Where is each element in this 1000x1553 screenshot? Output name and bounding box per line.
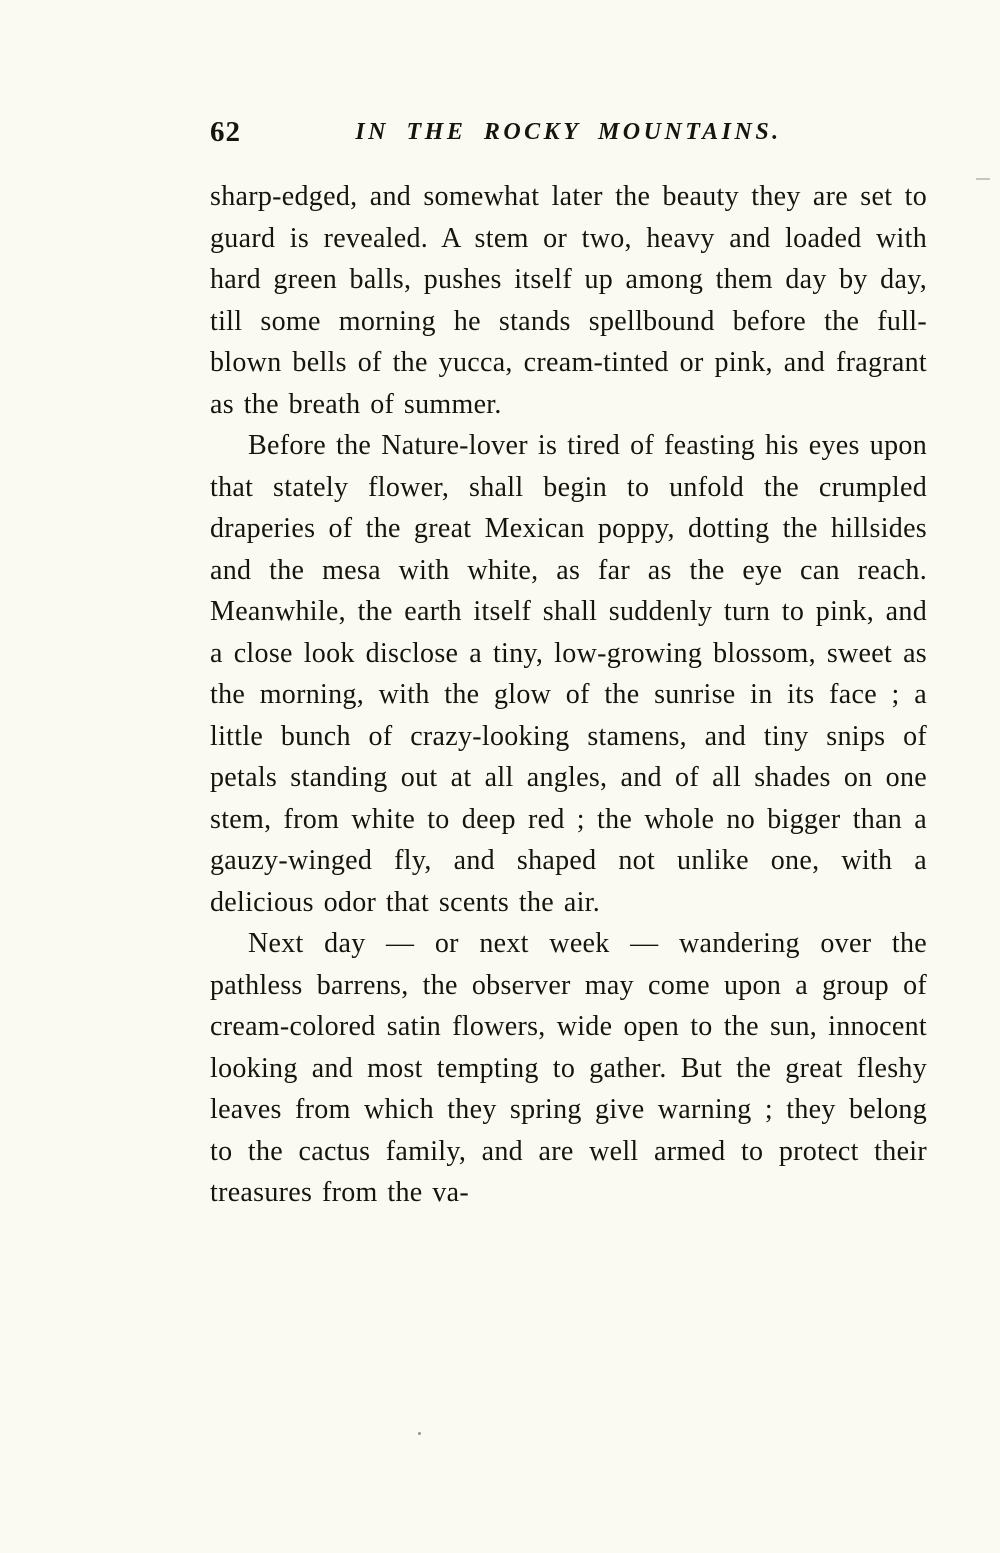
page-number: 62 xyxy=(210,116,241,148)
scan-artifact-mark xyxy=(976,178,990,180)
paragraph-2: Before the Nature-lover is tired of feasting his eyes upon that stately flower, shall begin to unfold the crumpled draperies of the great Mexican poppy, dotting the hillsides and the mesa with white, as far as the eye can reach. Meanwhile, the earth itself shall suddenly turn to pink, and a close look disclose a tiny, low-growing blossom, sweet as the morning, with the glow of the sunrise in its face ; a little bunch of crazy-looking stamens, and tiny snips of petals standing out at all angles, and of all shades on one stem, from white to deep red ; the whole no bigger than a gauzy-winged fly, and shaped not unlike one, with a delicious odor that scents the air. xyxy=(210,430,927,918)
paragraph-3: Next day — or next week — wandering over the pathless barrens, the observer may come upon a group of cream-colored satin flowers, wide open to the sun, innocent looking and most tempting to gather. But the great fleshy leaves from which they spring give warning ; they belong to the cactus family, and are well armed to protect their treasures from the va- xyxy=(210,928,927,1208)
scan-artifact-dot xyxy=(418,1432,421,1435)
running-title: IN THE ROCKY MOUNTAINS. xyxy=(355,119,782,145)
page-header xyxy=(210,116,927,146)
page-body xyxy=(210,176,927,1214)
paragraph-1: sharp-edged, and somewhat later the beauty they are set to guard is revealed. A stem or two, heavy and loaded with hard green balls, pushes itself up among them day by day, till some morning he stands spellbound before the full-blown bells of the yucca, cream-tinted or pink, and fragrant as the breath of summer. xyxy=(210,181,927,420)
